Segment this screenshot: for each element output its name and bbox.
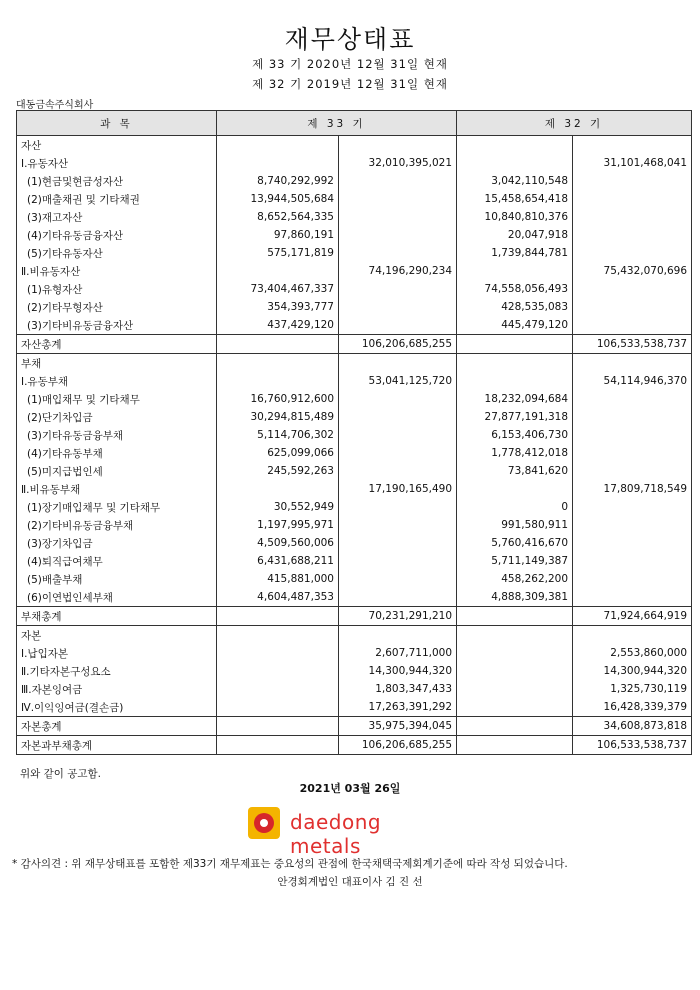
row-value-c3: 18,232,094,684 bbox=[457, 390, 573, 408]
row-value-c1 bbox=[217, 607, 339, 626]
row-label: (1)유형자산 bbox=[17, 280, 217, 298]
row-label: (1)장기매입채무 및 기타채무 bbox=[17, 498, 217, 516]
row-value-c2: 106,206,685,255 bbox=[339, 736, 457, 755]
audit-opinion: * 감사의견 : 위 재무상태표를 포함한 제33기 재무제표는 중요성의 관점에 한국채택국제회계기준에 따라 작성 되었습니다. bbox=[12, 858, 568, 870]
row-value-c1: 354,393,777 bbox=[217, 298, 339, 316]
row-label: (2)매출채권 및 기타채권 bbox=[17, 190, 217, 208]
row-label: 자본총계 bbox=[17, 717, 217, 736]
row-value-c4: 14,300,944,320 bbox=[573, 662, 692, 680]
row-value-c3: 27,877,191,318 bbox=[457, 408, 573, 426]
row-value-c2 bbox=[339, 190, 457, 208]
row-value-c2 bbox=[339, 444, 457, 462]
row-value-c4 bbox=[573, 462, 692, 480]
row-value-c3: 15,458,654,418 bbox=[457, 190, 573, 208]
table-row bbox=[17, 298, 692, 316]
row-value-c4: 16,428,339,379 bbox=[573, 698, 692, 717]
table-row bbox=[17, 390, 692, 408]
document-title: 재무상태표 bbox=[284, 25, 416, 54]
row-value-c3: 20,047,918 bbox=[457, 226, 573, 244]
table-row bbox=[17, 534, 692, 552]
row-value-c3: 4,888,309,381 bbox=[457, 588, 573, 607]
row-label: Ⅱ.기타자본구성요소 bbox=[17, 662, 217, 680]
table-row bbox=[17, 190, 692, 208]
row-value-c2 bbox=[339, 626, 457, 645]
row-label: Ⅲ.자본잉여금 bbox=[17, 680, 217, 698]
table-row bbox=[17, 552, 692, 570]
table-row bbox=[17, 426, 692, 444]
table-row bbox=[17, 154, 692, 172]
row-value-c1 bbox=[217, 354, 339, 373]
row-value-c3 bbox=[457, 644, 573, 662]
row-value-c4 bbox=[573, 136, 692, 155]
row-value-c4 bbox=[573, 244, 692, 262]
row-value-c2 bbox=[339, 298, 457, 316]
row-value-c3: 428,535,083 bbox=[457, 298, 573, 316]
row-value-c1 bbox=[217, 680, 339, 698]
row-value-c3: 6,153,406,730 bbox=[457, 426, 573, 444]
table-row bbox=[17, 226, 692, 244]
table-header-row bbox=[17, 111, 692, 136]
row-value-c3: 5,760,416,670 bbox=[457, 534, 573, 552]
table-row bbox=[17, 372, 692, 390]
row-value-c3 bbox=[457, 626, 573, 645]
row-value-c4: 1,325,730,119 bbox=[573, 680, 692, 698]
row-value-c4: 31,101,468,041 bbox=[573, 154, 692, 172]
row-value-c4 bbox=[573, 226, 692, 244]
table-row bbox=[17, 444, 692, 462]
row-value-c1: 437,429,120 bbox=[217, 316, 339, 335]
row-value-c3: 73,841,620 bbox=[457, 462, 573, 480]
row-value-c2: 14,300,944,320 bbox=[339, 662, 457, 680]
row-value-c3: 458,262,200 bbox=[457, 570, 573, 588]
table-row bbox=[17, 208, 692, 226]
table-row bbox=[17, 498, 692, 516]
table-row bbox=[17, 516, 692, 534]
row-value-c3: 0 bbox=[457, 498, 573, 516]
row-value-c2: 70,231,291,210 bbox=[339, 607, 457, 626]
row-label: 부채 bbox=[17, 354, 217, 373]
row-value-c4 bbox=[573, 552, 692, 570]
row-value-c3 bbox=[457, 698, 573, 717]
row-value-c4 bbox=[573, 172, 692, 190]
row-value-c2 bbox=[339, 244, 457, 262]
table-row bbox=[17, 644, 692, 662]
row-value-c3: 1,739,844,781 bbox=[457, 244, 573, 262]
row-label: 자본 bbox=[17, 626, 217, 645]
row-value-c1: 8,740,292,992 bbox=[217, 172, 339, 190]
row-value-c4 bbox=[573, 444, 692, 462]
row-value-c1: 5,114,706,302 bbox=[217, 426, 339, 444]
company-name: 대동금속주식회사 bbox=[16, 100, 94, 111]
row-label: (5)배출부채 bbox=[17, 570, 217, 588]
row-label: (6)이연법인세부채 bbox=[17, 588, 217, 607]
row-value-c4: 2,553,860,000 bbox=[573, 644, 692, 662]
table-row bbox=[17, 626, 692, 645]
row-value-c2 bbox=[339, 534, 457, 552]
table-row bbox=[17, 136, 692, 155]
row-value-c1: 415,881,000 bbox=[217, 570, 339, 588]
row-value-c4 bbox=[573, 208, 692, 226]
row-value-c3 bbox=[457, 680, 573, 698]
row-value-c4: 34,608,873,818 bbox=[573, 717, 692, 736]
row-value-c3 bbox=[457, 717, 573, 736]
table-row bbox=[17, 570, 692, 588]
row-value-c4 bbox=[573, 298, 692, 316]
row-label: 자산 bbox=[17, 136, 217, 155]
row-value-c1 bbox=[217, 480, 339, 498]
row-value-c2 bbox=[339, 390, 457, 408]
row-label: (3)기타비유동금융자산 bbox=[17, 316, 217, 335]
row-value-c4: 106,533,538,737 bbox=[573, 335, 692, 354]
row-value-c2 bbox=[339, 552, 457, 570]
row-label: (4)기타유동부채 bbox=[17, 444, 217, 462]
row-value-c2: 2,607,711,000 bbox=[339, 644, 457, 662]
row-value-c1: 1,197,995,971 bbox=[217, 516, 339, 534]
row-value-c1 bbox=[217, 262, 339, 280]
row-label: (1)매입채무 및 기타채무 bbox=[17, 390, 217, 408]
row-value-c2: 35,975,394,045 bbox=[339, 717, 457, 736]
row-value-c4 bbox=[573, 516, 692, 534]
row-value-c2 bbox=[339, 354, 457, 373]
row-value-c1 bbox=[217, 698, 339, 717]
row-value-c4: 106,533,538,737 bbox=[573, 736, 692, 755]
row-value-c2: 1,803,347,433 bbox=[339, 680, 457, 698]
row-value-c2 bbox=[339, 462, 457, 480]
row-value-c4 bbox=[573, 588, 692, 607]
period-prior: 제 32 기 2019년 12월 31일 현재 bbox=[252, 77, 448, 91]
row-value-c4: 71,924,664,919 bbox=[573, 607, 692, 626]
row-value-c2 bbox=[339, 570, 457, 588]
row-label: (2)단기차입금 bbox=[17, 408, 217, 426]
row-label: (2)기타무형자산 bbox=[17, 298, 217, 316]
row-value-c3: 74,558,056,493 bbox=[457, 280, 573, 298]
table-body bbox=[17, 136, 692, 755]
row-value-c2 bbox=[339, 226, 457, 244]
row-value-c3 bbox=[457, 354, 573, 373]
row-label: 자본과부채총계 bbox=[17, 736, 217, 755]
row-value-c4 bbox=[573, 280, 692, 298]
row-value-c1: 30,552,949 bbox=[217, 498, 339, 516]
row-value-c2 bbox=[339, 408, 457, 426]
period-current: 제 33 기 2020년 12월 31일 현재 bbox=[252, 57, 448, 71]
row-value-c2: 53,041,125,720 bbox=[339, 372, 457, 390]
row-value-c3 bbox=[457, 607, 573, 626]
row-value-c1: 4,509,560,006 bbox=[217, 534, 339, 552]
row-value-c1: 13,944,505,684 bbox=[217, 190, 339, 208]
announcement-note: 위와 같이 공고함. bbox=[20, 768, 102, 780]
row-value-c4: 54,114,946,370 bbox=[573, 372, 692, 390]
row-value-c3: 991,580,911 bbox=[457, 516, 573, 534]
row-value-c4 bbox=[573, 190, 692, 208]
table-row bbox=[17, 280, 692, 298]
row-value-c3: 3,042,110,548 bbox=[457, 172, 573, 190]
row-value-c3: 10,840,810,376 bbox=[457, 208, 573, 226]
row-value-c2: 17,263,391,292 bbox=[339, 698, 457, 717]
table-row bbox=[17, 588, 692, 607]
row-label: Ⅳ.이익잉여금(결손금) bbox=[17, 698, 217, 717]
row-value-c3 bbox=[457, 480, 573, 498]
row-value-c3 bbox=[457, 372, 573, 390]
row-value-c3: 1,778,412,018 bbox=[457, 444, 573, 462]
row-label: (5)미지급법인세 bbox=[17, 462, 217, 480]
row-value-c1 bbox=[217, 335, 339, 354]
row-value-c1: 8,652,564,335 bbox=[217, 208, 339, 226]
row-label: (4)기타유동금융자산 bbox=[17, 226, 217, 244]
row-value-c4 bbox=[573, 498, 692, 516]
row-value-c3 bbox=[457, 736, 573, 755]
row-value-c1: 245,592,263 bbox=[217, 462, 339, 480]
table-row bbox=[17, 316, 692, 335]
table-row bbox=[17, 607, 692, 626]
row-label: Ⅱ.비유동부채 bbox=[17, 480, 217, 498]
row-value-c4: 75,432,070,696 bbox=[573, 262, 692, 280]
table-row bbox=[17, 462, 692, 480]
header-account: 과 목 bbox=[17, 111, 217, 136]
row-value-c3 bbox=[457, 662, 573, 680]
table-row bbox=[17, 480, 692, 498]
row-label: (4)퇴직급여채무 bbox=[17, 552, 217, 570]
row-label: Ⅰ.유동자산 bbox=[17, 154, 217, 172]
row-value-c2: 32,010,395,021 bbox=[339, 154, 457, 172]
row-label: 부채총계 bbox=[17, 607, 217, 626]
row-value-c1: 73,404,467,337 bbox=[217, 280, 339, 298]
table-row bbox=[17, 408, 692, 426]
row-value-c3 bbox=[457, 136, 573, 155]
row-value-c2 bbox=[339, 316, 457, 335]
auditor-signature-line: 안경회계법인 대표이사 김 진 선 bbox=[277, 876, 423, 888]
row-value-c2 bbox=[339, 426, 457, 444]
table-row bbox=[17, 335, 692, 354]
row-value-c4 bbox=[573, 408, 692, 426]
row-label: Ⅰ.유동부채 bbox=[17, 372, 217, 390]
row-value-c2: 106,206,685,255 bbox=[339, 335, 457, 354]
row-value-c3: 445,479,120 bbox=[457, 316, 573, 335]
row-value-c4: 17,809,718,549 bbox=[573, 480, 692, 498]
table-row bbox=[17, 262, 692, 280]
row-label: (5)기타유동자산 bbox=[17, 244, 217, 262]
row-value-c1 bbox=[217, 626, 339, 645]
row-value-c4 bbox=[573, 570, 692, 588]
table-row bbox=[17, 662, 692, 680]
row-value-c2 bbox=[339, 136, 457, 155]
table-row bbox=[17, 680, 692, 698]
company-logo bbox=[248, 807, 458, 858]
row-label: (3)기타유동금융부채 bbox=[17, 426, 217, 444]
row-value-c1: 625,099,066 bbox=[217, 444, 339, 462]
row-value-c1: 6,431,688,211 bbox=[217, 552, 339, 570]
row-value-c3 bbox=[457, 335, 573, 354]
row-value-c4 bbox=[573, 354, 692, 373]
row-value-c2 bbox=[339, 516, 457, 534]
row-value-c2: 74,196,290,234 bbox=[339, 262, 457, 280]
row-label: (2)기타비유동금융부채 bbox=[17, 516, 217, 534]
row-value-c1 bbox=[217, 136, 339, 155]
row-label: (3)재고자산 bbox=[17, 208, 217, 226]
table-row bbox=[17, 717, 692, 736]
row-label: (3)장기차입금 bbox=[17, 534, 217, 552]
row-label: Ⅱ.비유동자산 bbox=[17, 262, 217, 280]
row-value-c4 bbox=[573, 534, 692, 552]
row-value-c3: 5,711,149,387 bbox=[457, 552, 573, 570]
row-value-c2 bbox=[339, 588, 457, 607]
row-label: (1)현금및현금성자산 bbox=[17, 172, 217, 190]
row-value-c1 bbox=[217, 736, 339, 755]
row-value-c1 bbox=[217, 717, 339, 736]
row-value-c3 bbox=[457, 154, 573, 172]
row-value-c2 bbox=[339, 208, 457, 226]
row-value-c1: 97,860,191 bbox=[217, 226, 339, 244]
row-value-c1: 16,760,912,600 bbox=[217, 390, 339, 408]
row-value-c1: 30,294,815,489 bbox=[217, 408, 339, 426]
header-period-33: 제 33 기 bbox=[217, 111, 457, 136]
row-value-c3 bbox=[457, 262, 573, 280]
table-row bbox=[17, 354, 692, 373]
row-value-c4 bbox=[573, 390, 692, 408]
row-value-c1 bbox=[217, 154, 339, 172]
row-value-c2 bbox=[339, 172, 457, 190]
row-value-c1 bbox=[217, 662, 339, 680]
header-period-32: 제 32 기 bbox=[457, 111, 692, 136]
announcement-date: 2021년 03월 26일 bbox=[299, 782, 401, 795]
row-value-c1 bbox=[217, 372, 339, 390]
table-row bbox=[17, 172, 692, 190]
logo-text: daedong metals bbox=[290, 810, 382, 858]
row-label: Ⅰ.납입자본 bbox=[17, 644, 217, 662]
daedong-logo-icon bbox=[248, 807, 280, 839]
row-label: 자산총계 bbox=[17, 335, 217, 354]
row-value-c4 bbox=[573, 626, 692, 645]
table-row bbox=[17, 698, 692, 717]
row-value-c2 bbox=[339, 498, 457, 516]
table-row bbox=[17, 244, 692, 262]
balance-sheet-table bbox=[16, 110, 692, 755]
row-value-c1 bbox=[217, 644, 339, 662]
row-value-c4 bbox=[573, 316, 692, 335]
row-value-c1: 4,604,487,353 bbox=[217, 588, 339, 607]
row-value-c2: 17,190,165,490 bbox=[339, 480, 457, 498]
row-value-c1: 575,171,819 bbox=[217, 244, 339, 262]
table-row bbox=[17, 736, 692, 755]
row-value-c2 bbox=[339, 280, 457, 298]
row-value-c4 bbox=[573, 426, 692, 444]
